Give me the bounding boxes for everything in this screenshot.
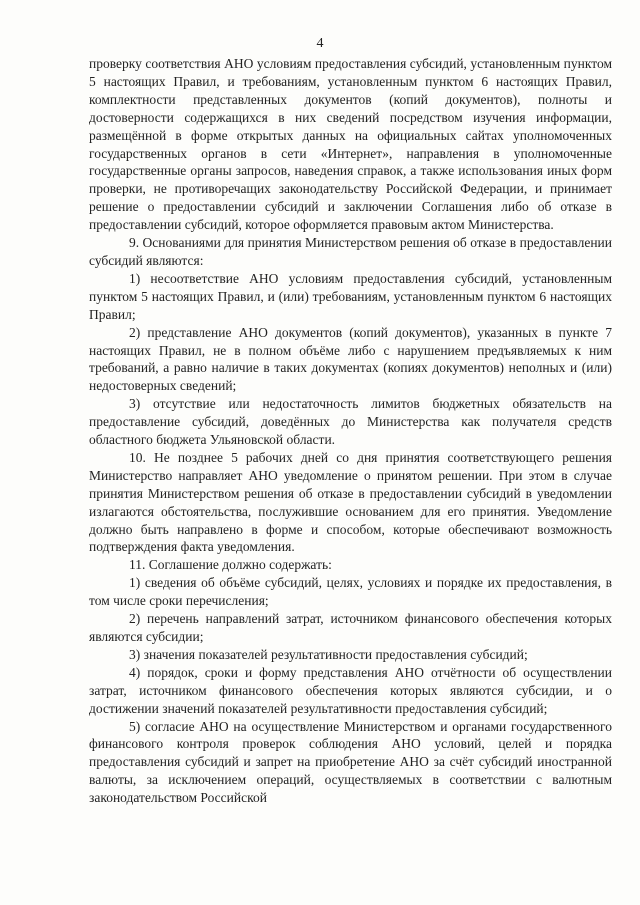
- paragraph-item-11-3: 3) значения показателей результативности предоставления субсидий;: [129, 646, 528, 662]
- paragraph-continuation: проверку соответствия АНО условиям предоставления субсидий, установленным пунктом 5 настоящих Правил, и требованиям, установленным пунктом 6 настоящих Правил, комплектности представленных документов (копий документов), полноты и достоверности содержащихся в них сведений посредством изучения информации, размещённой в форме открытых данных на официальных сайтах уполномоченных государственных органов в сети «Интернет», направления в уполномоченные государственные органы запросов, наведения справок, а также использования иных форм проверки, не противоречащих законодательству Российской Федерации, и принимает решение о предоставлении субсидий и заключении Соглашения либо об отказе в предоставлении субсидий, которое оформляется правовым актом Министерства.: [89, 56, 612, 233]
- page-number: 4: [316, 36, 324, 51]
- paragraph-item-9-2: 2) представление АНО документов (копий документов), указанных в пункте 7 настоящих Правил, не в полном объёме либо с нарушением предъявляемых к ним требований, а равно наличие в таких документах (копиях документов) неполных и (или) недостоверных сведений;: [89, 324, 612, 394]
- paragraph-item-9-1: 1) несоответствие АНО условиям предоставления субсидий, установленным пунктом 5 настоящих Правил, и (или) требованиям, установленным пунктом 6 настоящих Правил;: [89, 270, 612, 322]
- paragraph-item-9: 9. Основаниями для принятия Министерством решения об отказе в предоставлении субсидий являются:: [89, 235, 612, 268]
- paragraph-item-9-3: 3) отсутствие или недостаточность лимитов бюджетных обязательств на предоставление субсидий, доведённых до Министерства как получателя средств областного бюджета Ульяновской области.: [89, 396, 612, 448]
- paragraph-item-11-2: 2) перечень направлений затрат, источником финансового обеспечения которых являются субсидии;: [89, 611, 612, 644]
- paragraph-item-11-4: 4) порядок, сроки и форму представления АНО отчётности об осуществлении затрат, источником финансового обеспечения которых являются субсидии, и о достижении значений показателей результативности предоставления субсидий;: [89, 664, 612, 716]
- paragraph-item-11: 11. Соглашение должно содержать:: [129, 557, 332, 573]
- document-body: [89, 55, 612, 807]
- paragraph-item-11-1: 1) сведения об объёме субсидий, целях, условиях и порядке их предоставления, в том числе сроки перечисления;: [89, 575, 612, 609]
- paragraph-item-11-5: 5) согласие АНО на осуществление Министерством и органами государственного финансового контроля проверок соблюдения АНО условий, целей и порядка предоставления субсидий и запрет на приобретение АНО за счёт субсидий иностранной валюты, за исключением операций, осуществляемых в соответствии с валютным законодательством Российской: [89, 718, 612, 806]
- paragraph-item-10: 10. Не позднее 5 рабочих дней со дня принятия соответствующего решения Министерство направляет АНО уведомление о принятом решении. При этом в случае принятия Министерством решения об отказе в предоставлении субсидий в уведомлении излагаются обстоятельства, послужившие основанием для его принятия. Уведомление должно быть направлено в форме и способом, которые обеспечивают возможность подтверждения факта уведомления.: [89, 449, 612, 555]
